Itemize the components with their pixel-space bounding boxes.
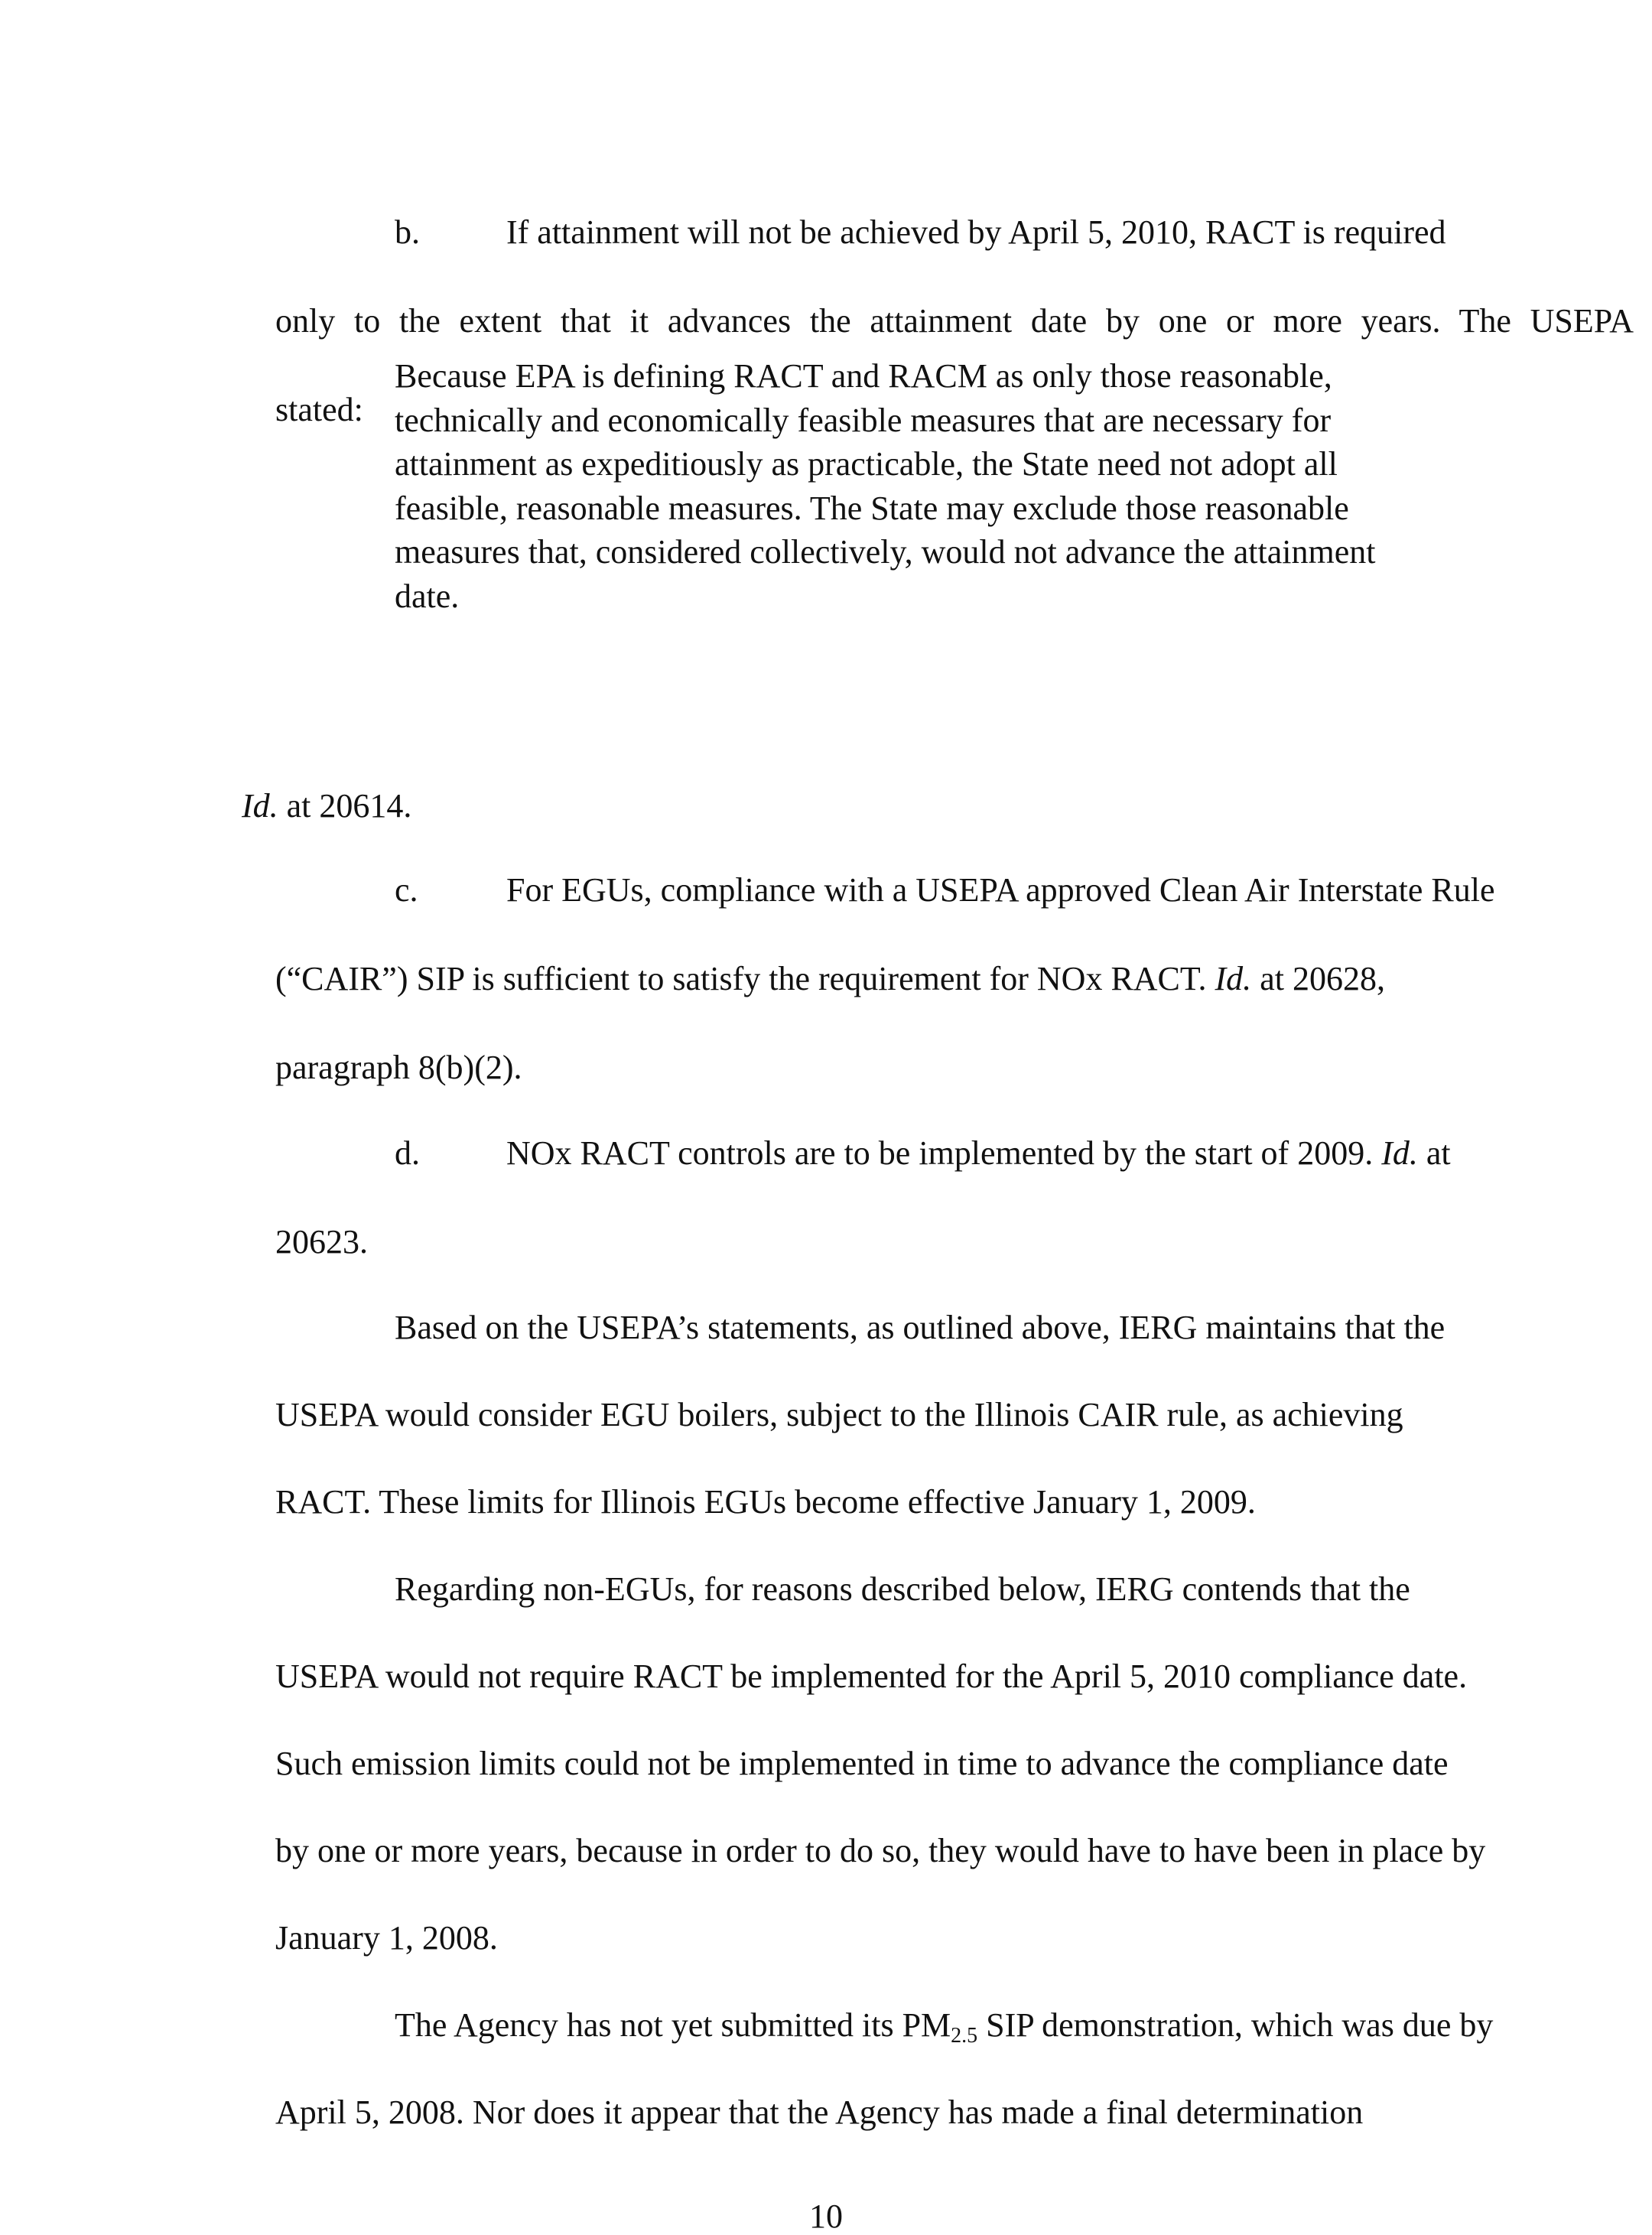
item-d-label: d. (395, 1134, 420, 1172)
item-c-line-2-rest: at 20628, (1251, 960, 1385, 997)
item-d-line-2: 20623. (275, 1223, 368, 1261)
quote-line: feasible, reasonable measures. The State may exclude those reasonable (395, 489, 1349, 527)
item-c-label: c. (395, 871, 418, 909)
item-d-line-1 (506, 1132, 1451, 1175)
quote-line: measures that, considered collectively, would not advance the attainment (395, 533, 1376, 571)
item-c-line-2 (275, 958, 1385, 1000)
page-number: 10 (809, 2198, 843, 2235)
quote-line: date. (395, 577, 460, 615)
quote-line: Because EPA is defining RACT and RACM as only those reasonable, (395, 357, 1332, 395)
citation-rest: at 20614. (278, 787, 412, 825)
item-c-citation-italic: Id. (1215, 960, 1252, 997)
para-3-line-2: April 5, 2008. Nor does it appear that the Agency has made a final determination (275, 2093, 1364, 2131)
para-2-line-2: USEPA would not require RACT be implemented for the April 5, 2010 compliance date. (275, 1658, 1468, 1695)
item-b-line-1: If attainment will not be achieved by April 5, 2010, RACT is required (506, 213, 1446, 251)
item-d-citation-italic: Id. (1381, 1134, 1418, 1172)
item-b-label: b. (395, 213, 420, 251)
para-2-line-3: Such emission limits could not be implemented in time to advance the compliance date (275, 1745, 1449, 1782)
para-2-line-1: Regarding non-EGUs, for reasons described below, IERG contends that the (395, 1570, 1410, 1608)
para-2-line-4: by one or more years, because in order to do so, they would have to have been in place by (275, 1832, 1486, 1869)
item-c-line-2-text: (“CAIR”) SIP is sufficient to satisfy the requirement for NOx RACT. (275, 960, 1215, 997)
para-3-line-1 (395, 2004, 1493, 2047)
para-3-line-1-rest: SIP demonstration, which was due by (977, 2006, 1494, 2044)
item-d-line-1-rest: at (1417, 1134, 1451, 1172)
block-quote (395, 354, 1511, 618)
item-c-line-3: paragraph 8(b)(2). (275, 1049, 522, 1086)
para-1-line-2: USEPA would consider EGU boilers, subject to the Illinois CAIR rule, as achieving (275, 1396, 1403, 1433)
citation-italic: Id. (242, 787, 278, 825)
item-d-line-1-text: NOx RACT controls are to be implemented by the start of 2009. (506, 1134, 1382, 1172)
para-1-line-1: Based on the USEPA’s statements, as outlined above, IERG maintains that the (395, 1309, 1446, 1346)
para-1-line-3: RACT. These limits for Illinois EGUs become effective January 1, 2009. (275, 1483, 1256, 1521)
quote-line: attainment as expeditiously as practicable, the State need not adopt all (395, 445, 1338, 483)
item-b-line-3: stated: (275, 391, 363, 428)
item-c-line-1: For EGUs, compliance with a USEPA approved Clean Air Interstate Rule (506, 871, 1495, 909)
pm-subscript: 2.5 (951, 2024, 978, 2048)
quote-line: technically and economically feasible measures that are necessary for (395, 401, 1332, 439)
para-2-line-5: January 1, 2008. (275, 1919, 498, 1957)
quote-citation (242, 785, 411, 828)
item-b-line-2: only to the extent that it advances the attainment date by one or more years. The USEPA (275, 302, 1634, 340)
para-3-line-1-text: The Agency has not yet submitted its PM (395, 2006, 951, 2044)
